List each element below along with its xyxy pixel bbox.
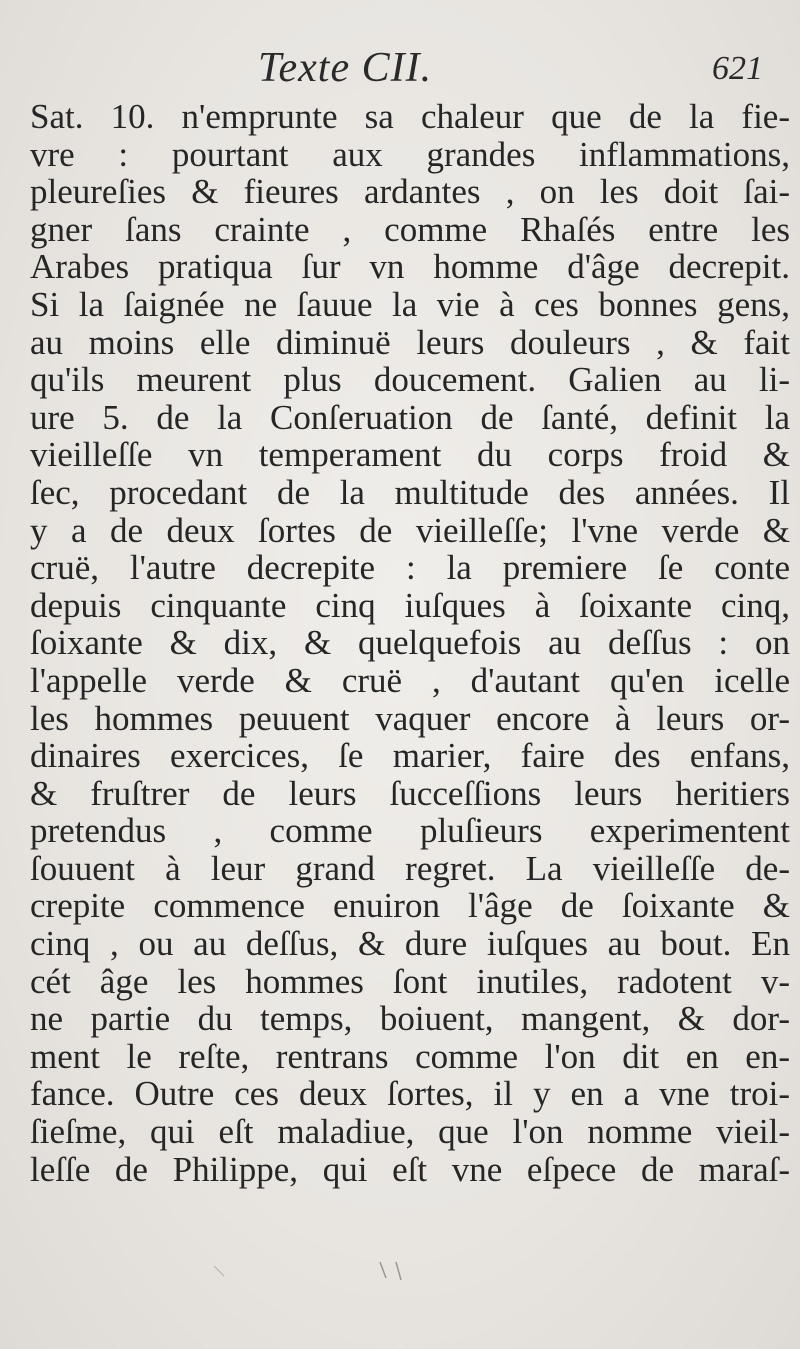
- text-line: & fruſtrer de leurs ſucceſſions leurs heritiers: [30, 773, 790, 813]
- text-line: vre : pourtant aux grandes inflammations,: [30, 134, 790, 174]
- text-line: l'appelle verde & cruë , d'autant qu'en icelle: [30, 660, 790, 700]
- text-line: Sat. 10. n'emprunte sa chaleur que de la fie-: [30, 97, 790, 136]
- text-line: pretendus , comme pluſieurs experimentent: [30, 811, 790, 851]
- text-line: crepite commence enuiron l'âge de ſoixante &: [30, 886, 790, 926]
- text-line: ſieſme, qui eſt maladiue, que l'on nomme vieil-: [30, 1112, 790, 1152]
- text-line: ſoixante & dix, & quelquefois au deſſus : on: [30, 623, 790, 663]
- paper-mark: [396, 1262, 401, 1280]
- text-line: cét âge les hommes ſont inutiles, radotent v-: [30, 961, 790, 1001]
- text-line: les hommes peuuent vaquer encore à leurs or-: [30, 698, 790, 738]
- text-line: qu'ils meurent plus doucement. Galien au li-: [30, 360, 790, 400]
- text-line: Si la ſaignée ne ſauue la vie à ces bonnes gens,: [30, 284, 790, 324]
- text-line: ſouuent à leur grand regret. La vieilleſſe de-: [30, 848, 790, 888]
- text-line: depuis cinquante cinq iuſques à ſoixante cinq,: [30, 585, 790, 625]
- text-line: leſſe de Philippe, qui eſt vne eſpece de maraſ-: [30, 1149, 790, 1189]
- text-line: pleureſies & fieures ardantes , on les doit ſai-: [30, 172, 790, 212]
- page-number: 621: [712, 50, 763, 87]
- paper-mark: [380, 1262, 386, 1278]
- paper-mark: [214, 1266, 224, 1276]
- text-line: y a de deux ſortes de vieilleſſe; l'vne verde &: [30, 510, 790, 550]
- text-line: cruë, l'autre decrepite : la premiere ſe conte: [30, 548, 790, 588]
- running-title: Texte CII.: [258, 45, 433, 91]
- text-line: ment le reſte, rentrans comme l'on dit en en-: [30, 1036, 790, 1076]
- text-line: au moins elle diminuë leurs douleurs , & fait: [30, 322, 790, 362]
- text-line: vieilleſſe vn temperament du corps froid &: [30, 435, 790, 475]
- text-line: Arabes pratiqua ſur vn homme d'âge decrepit.: [30, 247, 790, 287]
- text-line: gner ſans crainte , comme Rhaſés entre les: [30, 209, 790, 249]
- text-line: ſec, procedant de la multitude des années. Il: [30, 472, 790, 512]
- text-line: ne partie du temps, boiuent, mangent, & dor-: [30, 999, 790, 1039]
- text-line: cinq , ou au deſſus, & dure iuſques au bout. En: [30, 924, 790, 964]
- body-text: [30, 98, 790, 1188]
- page-header: [0, 44, 800, 94]
- text-line: dinaires exercices, ſe marier, faire des enfans,: [30, 736, 790, 776]
- text-line: fance. Outre ces deux ſortes, il y en a vne troi-: [30, 1074, 790, 1114]
- text-line: ure 5. de la Conſeruation de ſanté, definit la: [30, 397, 790, 437]
